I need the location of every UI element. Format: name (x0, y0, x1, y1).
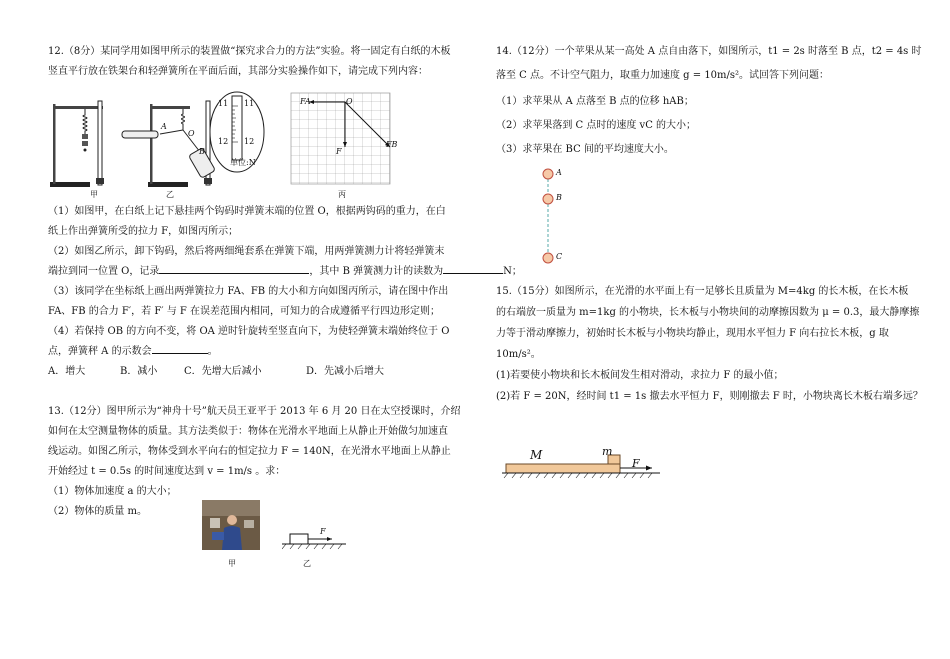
fig-jia-caption: 甲 (90, 190, 98, 199)
q12-s4-line1: （4）若保持 OB 的方向不变，将 OA 逆时针旋转至竖直向下，为使轻弹簧末端始终位于 O (48, 326, 450, 337)
q14-sub1: （1）求苹果从 A 点落至 B 点的位移 hAB； (496, 96, 694, 107)
q15-line2: 的右端放一质量为 m=1kg 的小物块，长木板与小物块间的动摩擦因数为 μ = 0.3，最大静摩擦 (496, 307, 920, 318)
q12-s4-end: 。 (207, 346, 218, 357)
q14-sub2: （2）求苹果落到 C 点时的速度 vC 的大小； (496, 120, 697, 131)
fig-yi-label-B: B (199, 147, 205, 156)
q13-sub2: （2）物体的质量 m。 (48, 506, 148, 517)
fig-bing-O: O (346, 97, 353, 106)
q13-F-label: F (320, 527, 326, 536)
q14-line1: 14.（12分）一个苹果从某一高处 A 点自由落下，如图所示，t1 = 2s 时落至 B 点，t2 = 4s 时 (496, 46, 922, 57)
q13-line2: 如何在太空测量物体的质量。其方法类似于：物体在光滑水平地面上从静止开始做匀加速直 (48, 426, 448, 437)
q12-s4-line2 (48, 344, 218, 360)
apple-label-B: B (556, 193, 562, 202)
answer-blank-change[interactable] (152, 344, 208, 354)
q15-sub1: (1)若要使小物块和长木板间发生相对滑动，求拉力 F 的最小值； (496, 370, 784, 381)
option-a[interactable]: A．增大 (48, 366, 86, 377)
fig-bing-caption: 丙 (338, 190, 346, 199)
q12-s3-line1: （3）该同学在坐标纸上画出两弹簧拉力 FA、FB 的大小和方向如图丙所示，请在图中作出 (48, 286, 449, 297)
q15-sub2: (2)若 F = 20N，经时间 t1 = 1s 撤去水平恒力 F，则刚撤去 F 时，小物块离长木板右端多远？ (496, 391, 923, 402)
q13-line3: 线运动。如图乙所示，物体受到水平向右的恒定拉力 F = 140N，在光滑水平地面上从静止 (48, 446, 451, 457)
scale-bottom-left: 12 (218, 137, 229, 146)
q15-line4: 10m/s²。 (496, 349, 541, 360)
q12-stem-line2: 竖直平行放在铁架台和轻弹簧所在平面后面，其部分实验操作如下，请完成下列内容： (48, 66, 428, 77)
figure-jia (48, 98, 120, 190)
q12-s2-end: N； (503, 266, 522, 277)
q12-s2-mid: ，其中 B 弹簧测力计的读数为 (309, 266, 444, 277)
q15-line1: 15.（15分）如图所示，在光滑的水平面上有一足够长且质量为 M=4kg 的长木板，在长木板 (496, 286, 909, 297)
q14-sub3: （3）求苹果在 BC 间的平均速度大小。 (496, 144, 674, 155)
q12-s2-line2 (48, 264, 522, 280)
force-label-F: F (632, 457, 640, 470)
q12-stem-line1: 12.（8分）某同学用如图甲所示的装置做“探究求合力的方法”实验。将一固定有白纸的木板 (48, 46, 451, 57)
scale-unit: 单位:N (230, 158, 256, 167)
q12-s3-line2: FA、FB 的合力 F′，若 F′ 与 F 在误差范围内相同，可知力的合成遵循平行四边形定则； (48, 306, 441, 317)
fig-bing-FB: FB (386, 140, 398, 149)
astronaut-photo (202, 500, 260, 550)
q12-s1-line2: 纸上作出弹簧所受的拉力 F，如图丙所示； (48, 226, 239, 237)
option-b[interactable]: B．减小 (120, 366, 158, 377)
answer-blank-record[interactable] (159, 264, 309, 274)
fig-bing-FA: FA (300, 97, 311, 106)
q14-line2: 落至 C 点。不计空气阻力，取重力加速度 g = 10m/s²。试回答下列问题： (496, 70, 830, 81)
fig-yi-label-A: A (161, 122, 167, 131)
option-c[interactable]: C．先增大后减小 (184, 366, 262, 377)
scale-top-left: 11 (218, 99, 229, 108)
q12-s1-line1: （1）如图甲，在白纸上记下悬挂两个钩码时弹簧末端的位置 O，根据两钩码的重力，在白 (48, 206, 446, 217)
block-label-m: m (602, 445, 613, 458)
apple-label-C: C (556, 252, 563, 261)
fig-bing-F: F (336, 147, 342, 156)
q13-sub1: （1）物体加速度 a 的大小； (48, 486, 177, 497)
scale-top-right: 11 (244, 99, 255, 108)
q12-s4-pre: 点，弹簧秤 A 的示数会 (48, 346, 152, 357)
q12-s2-pre: 端拉到同一位置 O，记录 (48, 266, 160, 277)
option-d[interactable]: D．先减小后增大 (306, 366, 385, 377)
fig-yi-label-O: O (188, 129, 195, 138)
scale-bottom-right: 12 (244, 137, 255, 146)
q12-s2-line1: （2）如图乙所示，卸下钩码，然后将两细绳套系在弹簧下端，用两弹簧测力计将轻弹簧末 (48, 246, 445, 257)
q15-line3: 力等于滑动摩擦力，初始时长木板与小物块均静止，现用水平恒力 F 向右拉长木板，g 取 (496, 328, 889, 339)
q13-line4: 开始经过 t = 0.5s 的时间速度达到 v = 1m/s 。求： (48, 466, 286, 477)
apple-label-A: A (556, 168, 562, 177)
fig-yi-caption: 乙 (166, 190, 174, 199)
q13-caption-yi: 乙 (303, 559, 311, 568)
answer-blank-reading[interactable] (443, 264, 503, 274)
board-label-M: M (530, 448, 543, 462)
q13-caption-jia: 甲 (228, 559, 236, 568)
block-diagram-yi (282, 528, 348, 552)
q13-line1: 13.（12分）图甲所示为“神舟十号”航天员王亚平于 2013 年 6 月 20 日在太空授课时，介绍 (48, 406, 461, 417)
